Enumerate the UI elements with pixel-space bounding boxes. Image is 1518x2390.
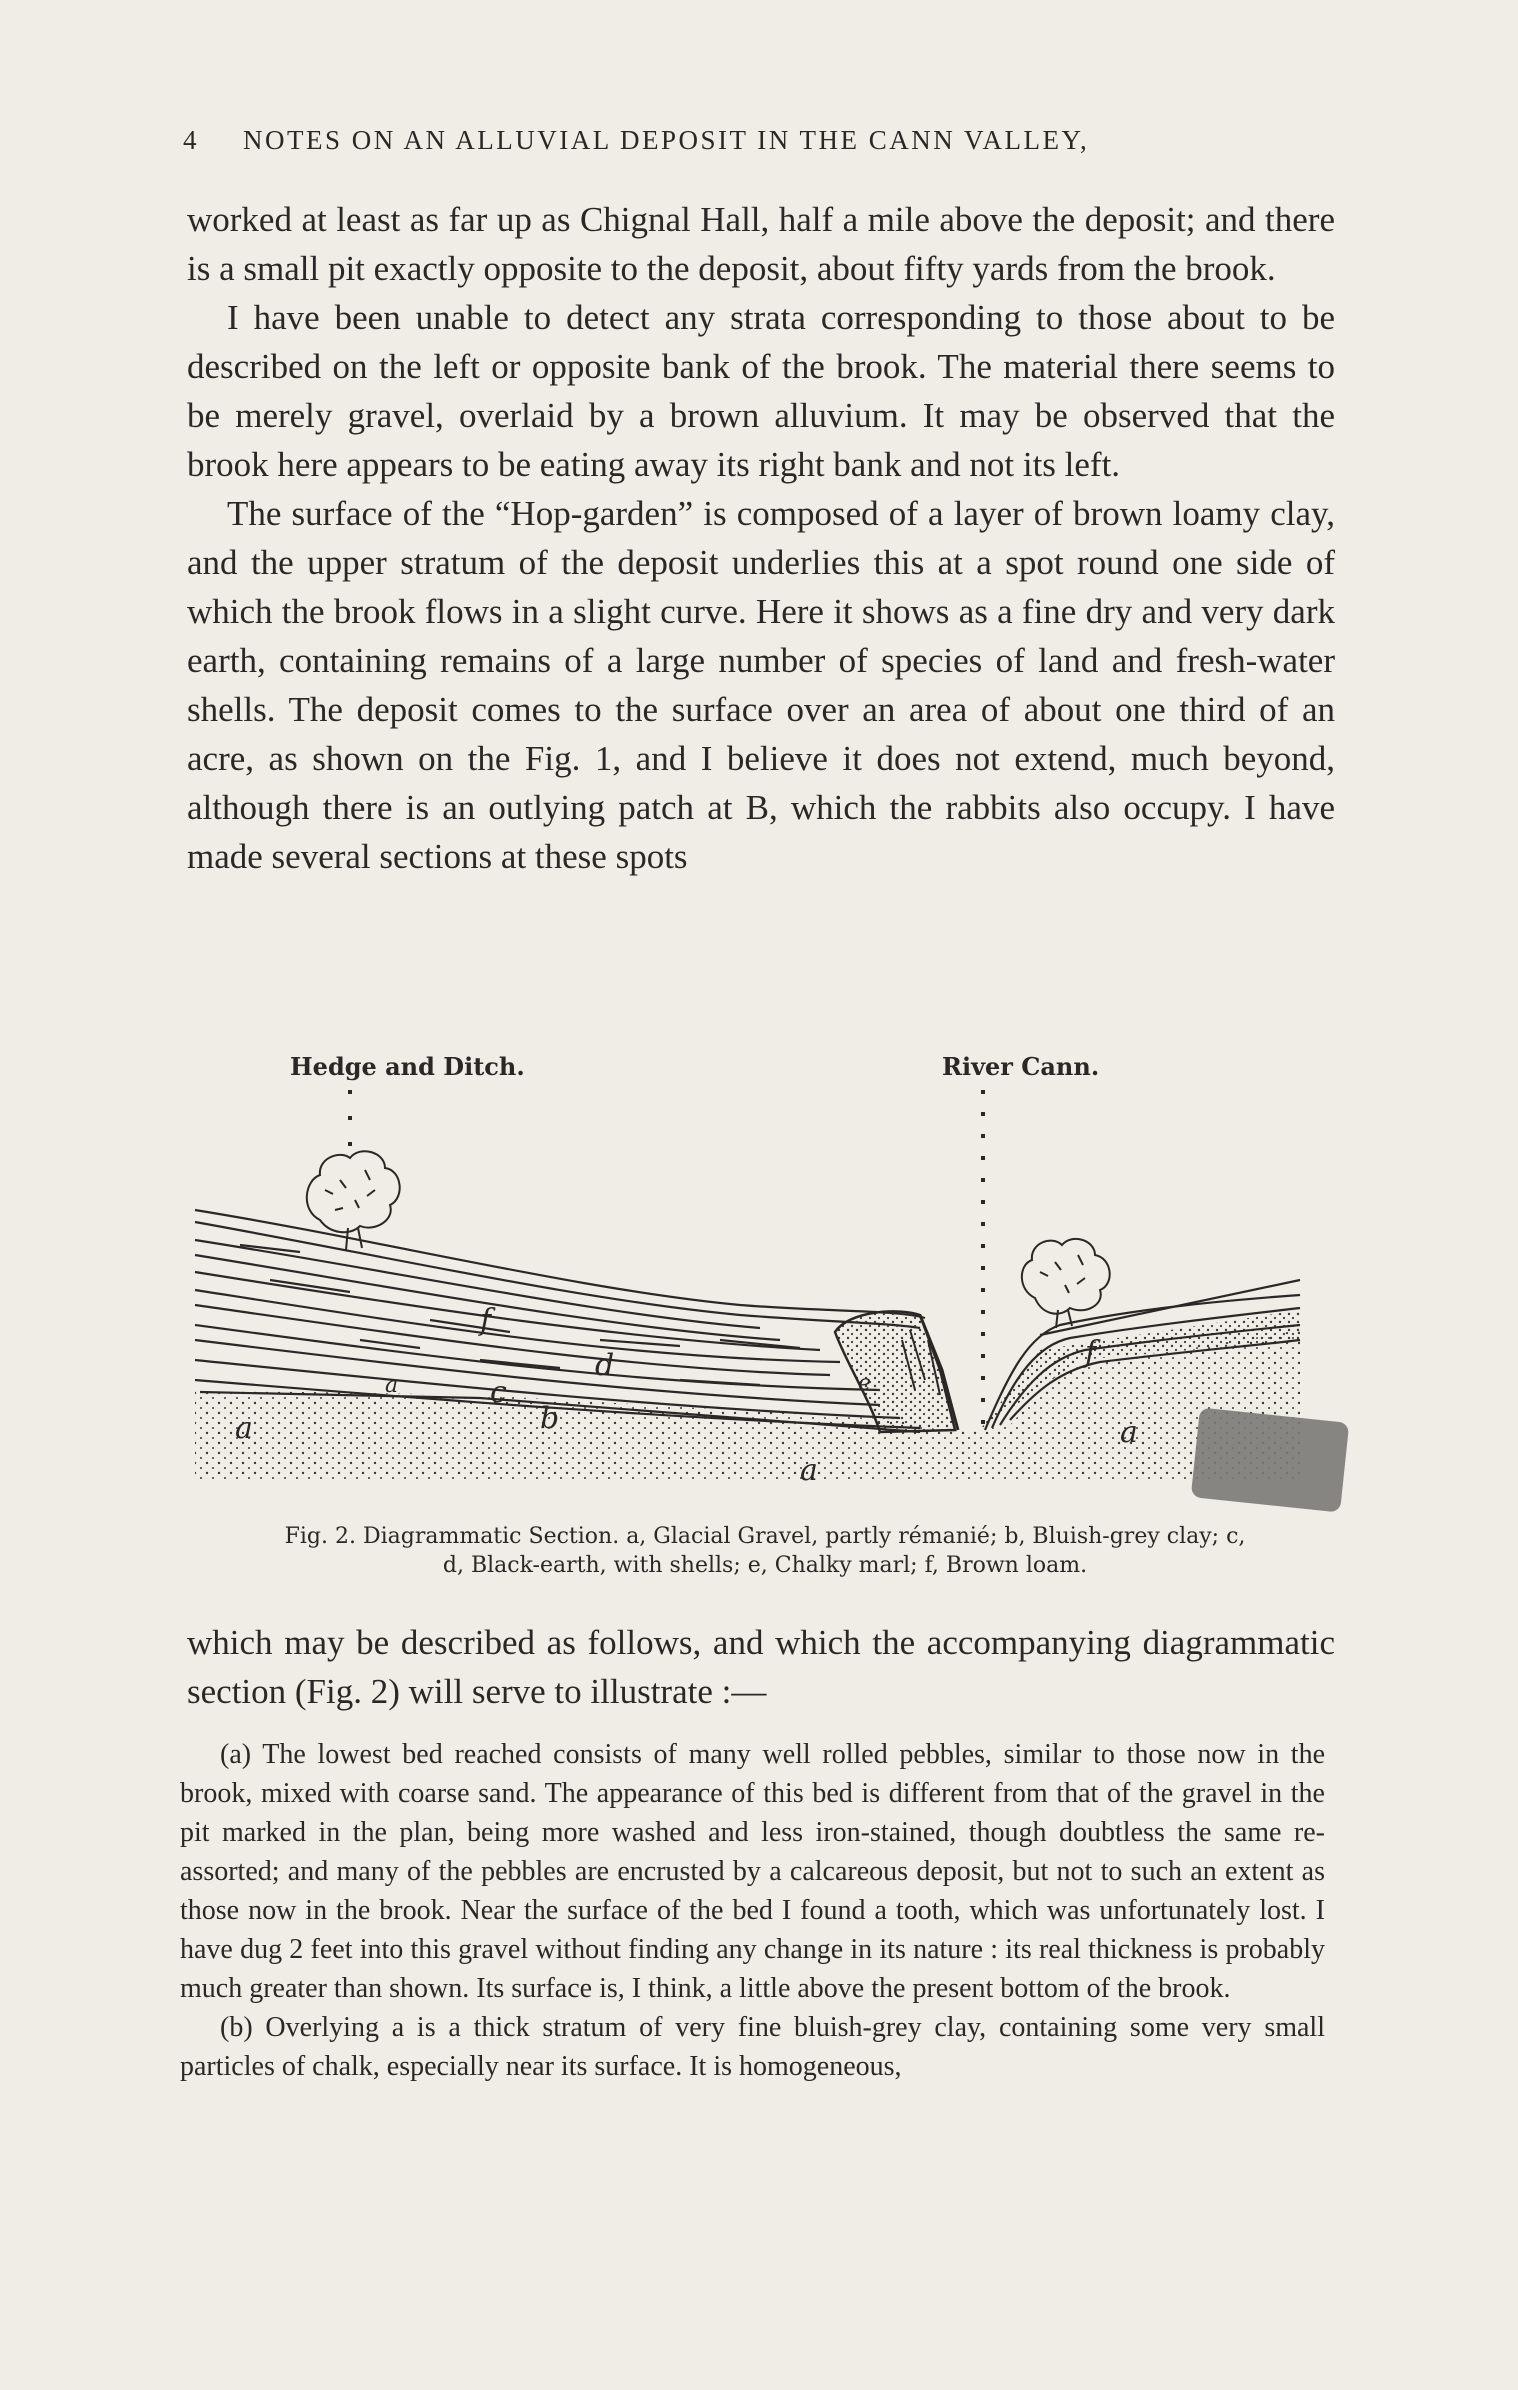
diagrammatic-section-figure: [180, 1040, 1360, 1590]
page-number: 4: [183, 125, 199, 155]
letter-d: d: [595, 1348, 615, 1383]
paragraph-a: (a) The lowest bed reached consists of many well rolled pebbles, similar to those now in the brook, mixed with coarse sand. The appearance of this bed is different from that of the gravel in the pit marked in the plan, being more washed and less iron-stained, though doubtless the same re-assorted; and many of the pebbles are encrusted by a calcareous deposit, but not to such an extent as those now in the brook. Near the surface of the bed I found a tooth, which was unfortunately lost. I have dug 2 feet into this gravel without finding any change in its nature : its real thickness is probably much greater than shown. Its surface is, I think, a little above the present bottom of the brook.: [180, 1739, 1325, 2004]
letter-a: a: [235, 1411, 253, 1446]
section-drawing: [180, 1040, 1360, 1520]
paragraph: The surface of the “Hop-garden” is composed of a layer of brown loamy clay, and the upper stratum of the deposit underlies this at a spot round one side of which the brook flows in a slight curve. Here it shows as a fine dry and very dark earth, containing remains of a large number of species of land and fresh-water shells. The deposit comes to the surface over an area of about one third of an acre, as shown on the Fig. 1, and I believe it does not extend, much beyond, although there is an outlying patch at B, which the rabbits also occupy. I have made several sections at these spots: [187, 494, 1335, 876]
letter-f: f: [480, 1303, 492, 1338]
paragraph: which may be described as follows, and which the accompanying diagrammatic section (Fig. 2) will serve to illustrate :—: [187, 1623, 1335, 1711]
letter-a: a: [800, 1453, 818, 1488]
letter-a: a: [1120, 1415, 1138, 1450]
letter-b: b: [540, 1401, 560, 1436]
figure-label-hedge: Hedge and Ditch.: [290, 1052, 525, 1081]
paragraph: I have been unable to detect any strata corresponding to those about to be described on the left or opposite bank of the brook. The material there seems to be merely gravel, overlaid by a brown alluvium. It may be observed that the brook here appears to be eating away its right bank and not its left.: [187, 298, 1335, 484]
top-text-block: [187, 195, 1335, 881]
mid-text-block: [187, 1618, 1335, 1716]
tree-left-icon: [307, 1151, 400, 1250]
ink-smudge: [1191, 1407, 1350, 1512]
running-head: [183, 125, 1313, 156]
description-text-block: [180, 1735, 1325, 2086]
caption-line-1: Fig. 2. Diagrammatic Section. a, Glacial Gravel, partly rémanié; b, Bluish-grey clay; c,: [284, 1524, 1246, 1549]
figure-label-river: River Cann.: [942, 1052, 1100, 1081]
letter-c: c: [490, 1375, 507, 1410]
figure-caption: [185, 1522, 1345, 1580]
letter-f: f: [1085, 1335, 1097, 1370]
tree-right-icon: [1022, 1239, 1110, 1328]
letter-e: e: [858, 1371, 872, 1396]
running-title: NOTES ON AN ALLUVIAL DEPOSIT IN THE CANN VALLEY,: [243, 125, 1090, 155]
chalky-marl-e: [835, 1311, 955, 1432]
paragraph-b: (b) Overlying a is a thick stratum of very fine bluish-grey clay, containing some very small particles of chalk, especially near its surface. It is homogeneous,: [180, 2012, 1325, 2082]
letter-a: a: [385, 1373, 399, 1398]
caption-line-2: d, Black-earth, with shells; e, Chalky marl; f, Brown loam.: [442, 1553, 1088, 1578]
paragraph: worked at least as far up as Chignal Hall, half a mile above the deposit; and there is a small pit exactly opposite to the deposit, about fifty yards from the brook.: [187, 200, 1335, 288]
